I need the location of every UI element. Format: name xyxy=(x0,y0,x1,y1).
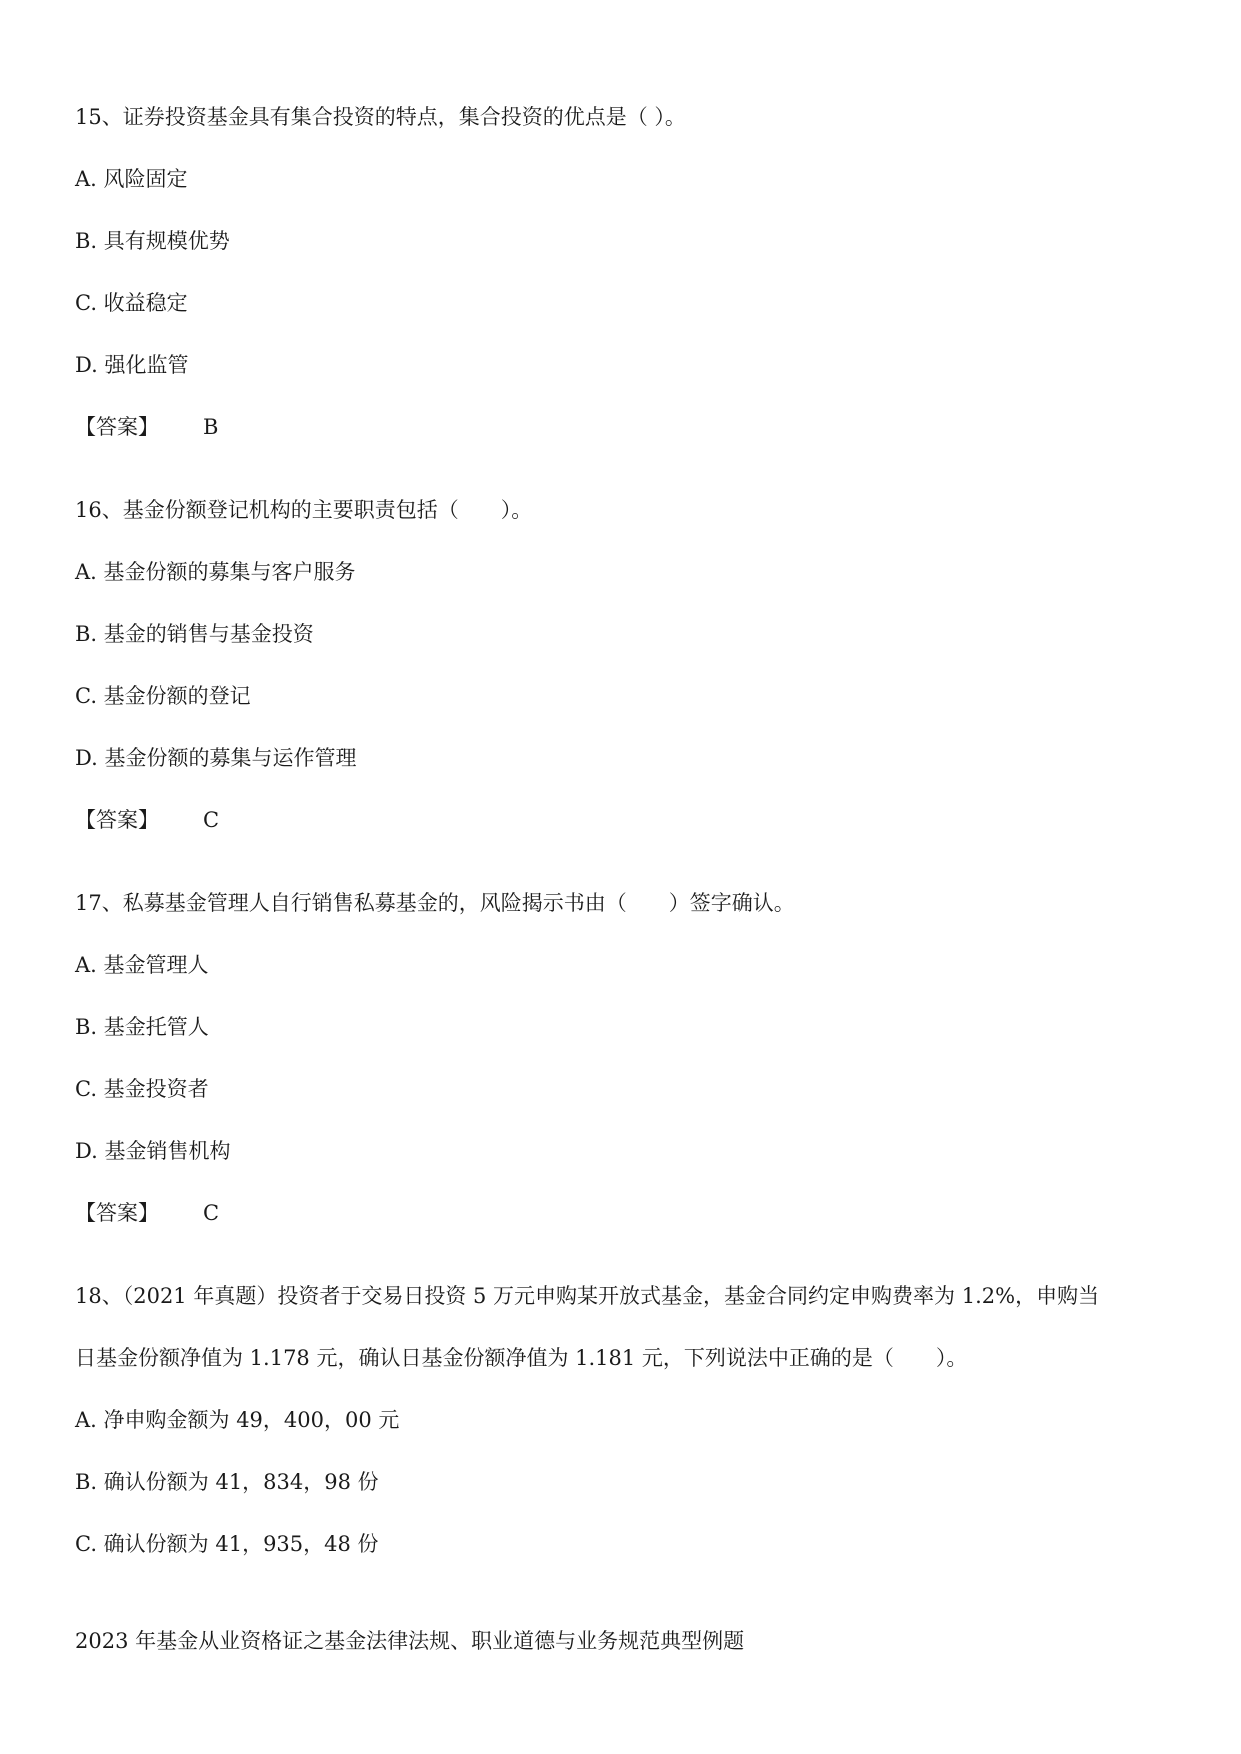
question-17-option-b: B. 基金托管人 xyxy=(75,1015,209,1039)
answer-label: 【答案】 xyxy=(75,1201,159,1225)
answer-label: 【答案】 xyxy=(75,415,159,439)
question-16-stem: 16、基金份额登记机构的主要职责包括（ ）。 xyxy=(75,498,533,522)
question-18-option-c: C. 确认份额为 41，935，48 份 xyxy=(75,1532,379,1556)
page-footer-title: 2023 年基金从业资格证之基金法律法规、职业道德与业务规范典型例题 xyxy=(75,1629,745,1653)
answer-label: 【答案】 xyxy=(75,808,159,832)
answer-value: C xyxy=(203,1201,220,1225)
question-17-option-a: A. 基金管理人 xyxy=(75,953,209,977)
question-18-option-b: B. 确认份额为 41，834，98 份 xyxy=(75,1470,379,1494)
answer-value: C xyxy=(203,808,220,832)
question-17-answer xyxy=(75,1199,219,1227)
question-17-stem: 17、私募基金管理人自行销售私募基金的，风险揭示书由（ ）签字确认。 xyxy=(75,891,795,915)
answer-value: B xyxy=(203,415,219,439)
question-16-answer xyxy=(75,806,219,834)
question-16-option-a: A. 基金份额的募集与客户服务 xyxy=(75,560,356,584)
question-15-option-c: C. 收益稳定 xyxy=(75,291,188,315)
question-18-option-a: A. 净申购金额为 49，400，00 元 xyxy=(75,1408,400,1432)
question-15-answer xyxy=(75,413,218,441)
question-15-stem: 15、证券投资基金具有集合投资的特点，集合投资的优点是（ ）。 xyxy=(75,105,686,129)
question-18-stem-line-1: 18、（2021 年真题）投资者于交易日投资 5 万元申购某开放式基金，基金合同约定申购费率为 1.2%，申购当 xyxy=(75,1284,1100,1308)
question-17-option-d: D. 基金销售机构 xyxy=(75,1139,231,1163)
question-16-option-b: B. 基金的销售与基金投资 xyxy=(75,622,314,646)
question-15-option-d: D. 强化监管 xyxy=(75,353,189,377)
question-15-option-a: A. 风险固定 xyxy=(75,167,188,191)
question-16-option-c: C. 基金份额的登记 xyxy=(75,684,251,708)
question-17-option-c: C. 基金投资者 xyxy=(75,1077,209,1101)
question-15-option-b: B. 具有规模优势 xyxy=(75,229,230,253)
question-16-option-d: D. 基金份额的募集与运作管理 xyxy=(75,746,357,770)
question-18-stem-line-2: 日基金份额净值为 1.178 元，确认日基金份额净值为 1.181 元，下列说法中正确的是（ ）。 xyxy=(75,1346,968,1370)
